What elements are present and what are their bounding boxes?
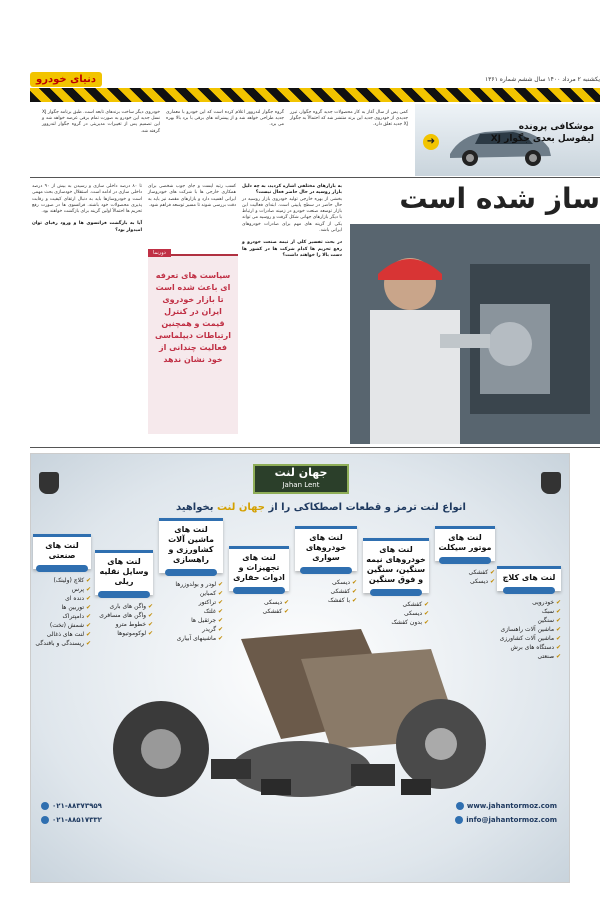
category-item: ✔ ماشین آلات کشاورزی bbox=[497, 634, 561, 643]
category-motorcycle bbox=[435, 526, 495, 586]
category-item: ✔ غلتک bbox=[159, 607, 223, 616]
category-item: ✔ سنگین bbox=[497, 616, 561, 625]
phone-number[interactable]: ۰۲۱-۸۸۳۷۳۹۵۹ bbox=[41, 802, 102, 810]
top-story-title bbox=[491, 122, 594, 145]
article-subhead: آیا به بازگشت فرانسوی ها و ورود رقبای توان امیدوار بود؟ bbox=[32, 221, 142, 233]
jahan-lent-ad[interactable] bbox=[30, 453, 570, 883]
phone-number[interactable]: ۰۲۱-۸۸۵۱۷۳۳۲ bbox=[41, 816, 102, 824]
category-item: ✔ کفشکی bbox=[229, 607, 289, 616]
category-title: لنت های موتور سیکلت bbox=[438, 533, 492, 552]
category-item: ✔ لودر و بولدوزرها bbox=[159, 580, 223, 589]
divider bbox=[30, 447, 600, 448]
category-item: ✔ با کفشک bbox=[295, 596, 357, 605]
category-item: ✔ لنت های ذغالی bbox=[33, 630, 91, 639]
category-item: ✔ گریدر bbox=[159, 625, 223, 634]
category-item: ✔ خودرویی bbox=[497, 598, 561, 607]
category-title: لنت های صنعتی bbox=[45, 541, 79, 560]
category-item: ✔ دیسکی bbox=[229, 598, 289, 607]
category-item: ✔ ماشینهای آبیاری bbox=[159, 634, 223, 643]
category-item: ✔ پرس bbox=[33, 585, 91, 594]
category-item: ✔ کمباین bbox=[159, 589, 223, 598]
category-item: ✔ جرثقیل ها bbox=[159, 616, 223, 625]
article-column bbox=[242, 184, 342, 259]
article-body: تا ۸۰ درصد داخلی سازی و رسیدن به بیش از ۹۰ درصد داخلی سازی در ادامه است. استقلال خودسازی بحث مهمی است و خودروسازها باید به دنبال ارتقای کیفیت و رقابت پذیری محصولات خود باشند. فرانسوی ها در صورت رفع تحریم ها احتمالاً اولین گزینه برای بازگشت خواهند بود. bbox=[32, 184, 142, 215]
pull-quote: سیاست های تعرفه ای باعث شده است تا بازار خودروی ایران در کنترل قیمت و همچنین ارتباطات دیپلماسی فعالیت چندانی از خود نشان ندهد bbox=[155, 271, 231, 364]
category-item: ✔ واگن های باری bbox=[95, 602, 153, 611]
category-item: ✔ شمش (تخت) bbox=[33, 621, 91, 630]
brake-parts-image bbox=[101, 629, 501, 809]
pull-quote-tag: دورنما bbox=[148, 249, 171, 257]
category-item: ✔ دیسکی bbox=[363, 609, 429, 618]
arrow-right-icon: ➜ bbox=[423, 134, 439, 150]
category-item: ✔ کفشکی bbox=[435, 568, 495, 577]
article-body: بخشی از بهره خارجی تولید خودروی بازار روسیه در حال حاضر در سطح پایینی است. ابتدای فعالیت این بازار توسعه صنعت خودرو در زمینه صادرات و ارتباط با دیگر بازارهای جهانی شکل گرفت و روسیه می تواند یکی از گزینه های مهم برای صادرات خودروهای ایرانی باشد. bbox=[242, 196, 342, 234]
top-story-col: گروه جگوار لندروور اعلام کرده است که این خودرو با معماری جدید طراحی خواهد شد و از پیشرانه های برقی با برد بالا بهره می برد. bbox=[166, 110, 284, 128]
article-headline: ساز شده است bbox=[399, 182, 600, 215]
category-item: ✔ صنعتی bbox=[497, 652, 561, 661]
phone-icon bbox=[41, 802, 49, 810]
category-item: ✔ سبک bbox=[497, 607, 561, 616]
slogan-post: بخواهید bbox=[176, 502, 214, 513]
category-passenger-cars bbox=[295, 526, 357, 605]
worker-image bbox=[350, 224, 600, 444]
email-icon bbox=[455, 816, 463, 824]
category-item: ✔ واگن های مسافری bbox=[95, 611, 153, 620]
category-title: لنت های کلاچ bbox=[502, 573, 556, 582]
brand-logo bbox=[253, 464, 349, 494]
category-rail bbox=[95, 550, 153, 638]
category-item: ✔ توربین ها bbox=[33, 603, 91, 612]
top-story-col: کمی پس از سال آغاز به کار محصولات جدید گروه جگوار، تیزر جدیدی از خودروی جدید این برند منتشر شد که احتمالاً به جگوار XJ جدید تعلق دارد. bbox=[290, 110, 408, 128]
category-agricultural bbox=[159, 518, 223, 643]
category-item: ✔ دامپتراک bbox=[33, 612, 91, 621]
category-heavy-vehicles bbox=[363, 538, 429, 627]
category-title: لنت های خودروهای نیمه سنگین، سنگین و فوق سنگین bbox=[366, 545, 426, 584]
top-story-col: خودروی دیگر ساخت برندهای تابعه است. طبق برنامه جگوار XJ نسل جدید این خودرو به صورت تمام برقی عرضه خواهد شد و این تصمیم پس از تغییرات مدیریتی در گروه جگوار لندروور گرفته شد. bbox=[42, 110, 160, 134]
category-title: لنت های تجهیزات و ادوات حفاری bbox=[233, 553, 285, 582]
spotlight-icon bbox=[39, 472, 59, 494]
slogan-pre: انواع لنت ترمز و قطعات اصطکاکی را از bbox=[268, 502, 466, 513]
category-title: لنت های ماشین آلات کشاورزی و راهسازی bbox=[168, 525, 214, 564]
category-item: ✔ ریسندگی و بافندگی bbox=[33, 639, 91, 648]
article-subhead: به بازارهای مختلفی اشاره کردید، به چه دلیل بازار روسیه در حال حاضر فعال نیست؟ bbox=[242, 184, 342, 196]
section-logo: دنیای خودرو bbox=[30, 72, 102, 87]
slogan-brand: جهان لنت bbox=[216, 502, 265, 513]
category-title: لنت های خودروهای سواری bbox=[305, 533, 347, 562]
category-item: ✔ دیسکی bbox=[295, 578, 357, 587]
category-item: ✔ خطوط مترو bbox=[95, 620, 153, 629]
main-article bbox=[30, 178, 600, 445]
category-item: ✔ کفشکی bbox=[363, 600, 429, 609]
category-item: ✔ دنده ای bbox=[33, 594, 91, 603]
top-story-title-line2: لیفوسل بعدی جگوار XJ bbox=[490, 133, 594, 144]
spotlight-icon bbox=[541, 472, 561, 494]
brand-name-en: Jahan Lent bbox=[282, 481, 320, 489]
category-item: ✔ بدون کفشک bbox=[363, 618, 429, 627]
email-link[interactable]: info@jahantormoz.com bbox=[455, 816, 557, 824]
car-feature[interactable] bbox=[415, 104, 600, 176]
dateline: یکشنبه ۲ مرداد ۱۴۰۰ سال ششم شماره ۱۳۶۱ bbox=[484, 75, 600, 83]
category-item: ✔ دیسکی bbox=[435, 577, 495, 586]
page-header bbox=[30, 70, 600, 88]
brand-name-fa: جهان لنت bbox=[274, 466, 328, 479]
category-item: ✔ لوکوموتیوها bbox=[95, 629, 153, 638]
phone-icon bbox=[41, 816, 49, 824]
pull-quote-box bbox=[148, 250, 238, 434]
hazard-stripe bbox=[30, 88, 600, 102]
ad-slogan bbox=[151, 502, 491, 513]
website-link[interactable]: www.jahantormoz.com bbox=[456, 802, 557, 810]
top-story bbox=[30, 104, 600, 176]
category-item: ✔ دستگاه های برش bbox=[497, 643, 561, 652]
category-drilling bbox=[229, 546, 289, 616]
article-column: کسب رتبه ایست و جای جوب شخصی برای همکاری خارجی ها با شرکت های خودروساز ایرانی اهمیت دارد و بازارهای مقصد نیز باید به دقت بررسی شوند تا مسیر توسعه فراهم شود. bbox=[148, 184, 236, 208]
globe-icon bbox=[456, 802, 464, 810]
top-story-title-line1: موشکافی پرونده bbox=[518, 122, 594, 132]
category-clutch bbox=[497, 566, 561, 661]
category-item: ✔ تراکتور bbox=[159, 598, 223, 607]
category-industrial bbox=[33, 534, 91, 648]
article-column bbox=[32, 184, 142, 234]
article-subhead: در بحث تفسیر کلی از تیمه صنعت خودرو و رفع تحریم ها کدام شرکت ها در کشور ها دست بالا را خواهند داشت؟ bbox=[242, 240, 342, 258]
category-item: ✔ کلاچ (ولینک) bbox=[33, 576, 91, 585]
category-item: ✔ کفشکی bbox=[295, 587, 357, 596]
category-title: لنت های وسایل نقلیه ریلی bbox=[99, 557, 149, 586]
category-item: ✔ ماشین آلات راهسازی bbox=[497, 625, 561, 634]
factory-photo bbox=[350, 224, 600, 444]
